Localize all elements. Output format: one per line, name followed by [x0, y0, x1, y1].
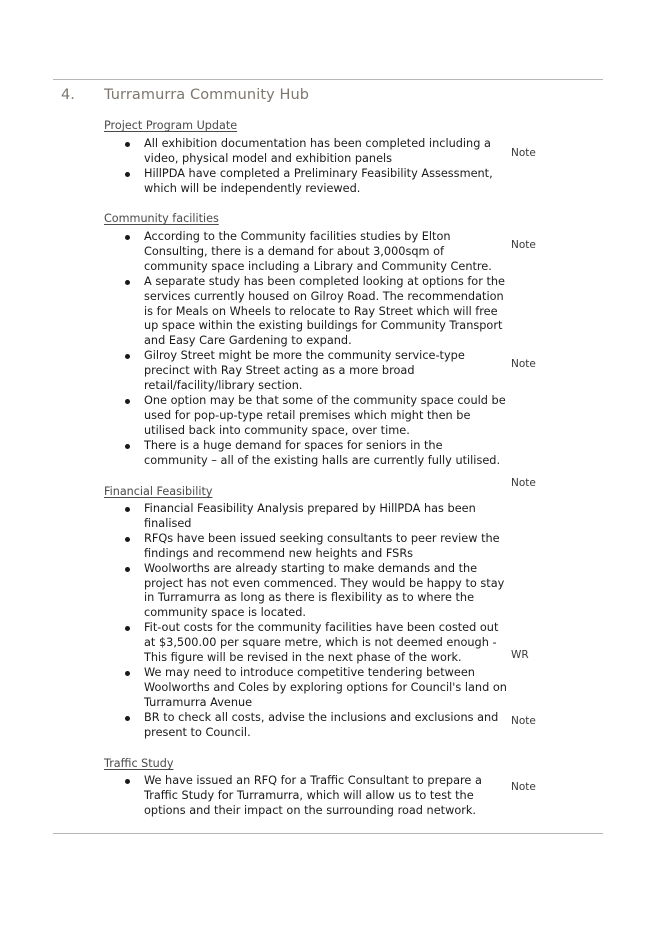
action-label: Note: [511, 781, 536, 793]
action-label: Note: [511, 477, 536, 489]
bullet-list-financial-feasibility: [124, 502, 509, 741]
subsection-title-financial-feasibility: Financial Feasibility: [104, 485, 213, 498]
bullet-icon: [125, 172, 130, 177]
list-item: Gilroy Street might be more the community service-type precinct with Ray Street acting as a more broad retail/facility/library section.: [124, 349, 509, 394]
bullet-icon: [125, 537, 130, 542]
list-item: All exhibition documentation has been completed including a video, physical model and exhibition panels: [124, 137, 509, 167]
action-label: Note: [511, 715, 536, 727]
action-label: Note: [511, 239, 536, 251]
action-label: Note: [511, 358, 536, 370]
bullet-icon: [125, 626, 130, 631]
bottom-divider: [53, 833, 603, 834]
list-item: BR to check all costs, advise the inclusions and exclusions and present to Council.: [124, 711, 509, 741]
bullet-icon: [125, 142, 130, 147]
bullet-icon: [125, 235, 130, 240]
list-item: HillPDA have completed a Preliminary Feasibility Assessment, which will be independently reviewed.: [124, 167, 509, 197]
action-label: WR: [511, 649, 529, 661]
top-divider: [53, 79, 603, 80]
bullet-list-project-program: [124, 137, 509, 197]
list-item: A separate study has been completed looking at options for the services currently housed on Gilroy Road. The recommendation is for Meals on Wheels to relocate to Ray Street which will free up space within the existing buildings for Community Transport and Easy Care Gardening to expand.: [124, 275, 509, 350]
bullet-list-traffic-study: [124, 774, 509, 819]
list-item: One option may be that some of the community space could be used for pop-up-type retail premises which might then be utilised back into community space, over time.: [124, 394, 509, 439]
bullet-icon: [125, 399, 130, 404]
subsection-title-project-program: Project Program Update: [104, 119, 238, 132]
list-item: There is a huge demand for spaces for seniors in the community – all of the existing halls are currently fully utilised.: [124, 439, 509, 469]
bullet-list-community-facilities: [124, 230, 509, 469]
bullet-icon: [125, 280, 130, 285]
bullet-icon: [125, 354, 130, 359]
subsection-title-traffic-study: Traffic Study: [104, 757, 174, 770]
list-item: RFQs have been issued seeking consultants to peer review the findings and recommend new heights and FSRs: [124, 532, 509, 562]
list-item: Fit-out costs for the community facilities have been costed out at $3,500.00 per square metre, which is not deemed enough - This figure will be revised in the next phase of the work.: [124, 621, 509, 666]
list-item: We have issued an RFQ for a Traffic Consultant to prepare a Traffic Study for Turramurra, which will allow us to test the options and their impact on the surrounding road network.: [124, 774, 509, 819]
section-number: 4.: [61, 87, 75, 103]
bullet-icon: [125, 567, 130, 572]
list-item: We may need to introduce competitive tendering between Woolworths and Coles by exploring options for Council's land on Turramurra Avenue: [124, 666, 509, 711]
subsection-title-community-facilities: Community facilities: [104, 212, 219, 225]
action-label: Note: [511, 147, 536, 159]
bullet-icon: [125, 671, 130, 676]
bullet-icon: [125, 507, 130, 512]
list-item: According to the Community facilities studies by Elton Consulting, there is a demand for about 3,000sqm of community space including a Library and Community Centre.: [124, 230, 509, 275]
bullet-icon: [125, 444, 130, 449]
bullet-icon: [125, 716, 130, 721]
bullet-icon: [125, 779, 130, 784]
list-item: Financial Feasibility Analysis prepared by HillPDA has been finalised: [124, 502, 509, 532]
list-item: Woolworths are already starting to make demands and the project has not even commenced. They would be happy to stay in Turramurra as long as there is flexibility as to where the community space is located.: [124, 562, 509, 622]
section-title: Turramurra Community Hub: [104, 87, 310, 103]
